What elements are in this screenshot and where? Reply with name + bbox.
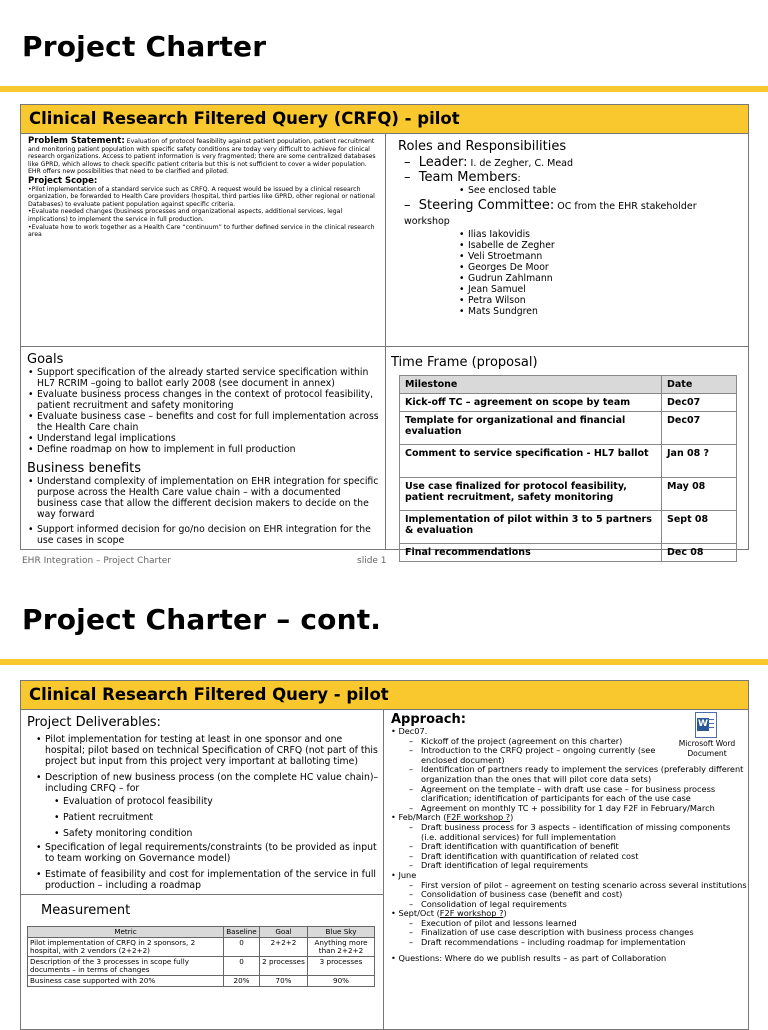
block-head-tail: ) — [510, 812, 514, 823]
goals-title: Goals — [27, 352, 64, 367]
approach-item: – Finalization of use case description with business process changes — [407, 928, 747, 938]
member: • Jean Samuel — [458, 284, 743, 295]
charter-header: Clinical Research Filtered Query - pilot — [21, 681, 748, 710]
date-cell: Sept 08 — [662, 511, 737, 544]
slide-title: Project Charter — [22, 30, 267, 63]
row-divider — [21, 894, 383, 895]
deliverables-title: Project Deliverables: — [27, 715, 161, 730]
sub-item: • Evaluation of protocol feasibility — [53, 794, 379, 810]
benefits-list — [27, 476, 381, 546]
word-document-icon[interactable] — [695, 712, 717, 738]
column-header: Date — [662, 376, 737, 394]
word-document-label[interactable]: Microsoft Word Document — [678, 739, 736, 758]
member: • Mats Sundgren — [458, 306, 743, 317]
workshop-link[interactable]: F2F workshop ? — [439, 908, 504, 919]
member: • Petra Wilson — [458, 295, 743, 306]
approach-sublist — [391, 737, 671, 766]
approach-sublist — [391, 919, 747, 948]
block-head-text: Dec07. — [398, 726, 428, 736]
approach-question: • Questions: Where do we publish results – as part of Collaboration — [391, 952, 667, 963]
approach-item: – Draft recommendations – including roadmap for implementation — [407, 938, 747, 948]
approach-block-head: • Sept/Oct (F2F workshop ?) — [391, 908, 507, 919]
approach-cell — [391, 712, 747, 1030]
scope-line: •Evaluate needed changes (business processes and organizational aspects, additional services, legal implications) to implement the service in full production. — [28, 208, 343, 223]
scope-label: Project Scope: — [28, 175, 98, 186]
table-row — [28, 957, 375, 976]
table-row — [400, 412, 737, 445]
goal-item: • Support specification of the already started service specification within HL7 RCRIM –going to ballot early 2008 (see document in annex) — [27, 367, 381, 389]
date-cell: Dec07 — [662, 394, 737, 412]
timeframe-title: Time Frame (proposal) — [391, 355, 538, 370]
approach-item: – Draft identification with quantification of related cost — [407, 852, 747, 862]
approach-item: – Draft business process for 3 aspects – identification of missing components (i.e. additional services) for full implementation — [407, 823, 747, 842]
table-header-row — [28, 927, 375, 938]
roles-cell — [398, 139, 743, 344]
project-scope — [28, 175, 380, 239]
doc-line — [708, 719, 714, 720]
member: • Isabelle de Zegher — [458, 240, 743, 251]
title-rule — [0, 86, 768, 92]
charter-frame-2 — [20, 680, 749, 1030]
title-rule — [0, 659, 768, 665]
bluesky-cell: Anything more than 2+2+2 — [308, 938, 375, 957]
column-divider — [385, 134, 386, 549]
column-header: Blue Sky — [308, 927, 375, 938]
approach-item: – Introduction to the CRFQ project – ongoing currently (see enclosed document) — [407, 746, 671, 765]
deliverable-item: • Pilot implementation for testing at least in one sponsor and one hospital; pilot based on technical Specification of CRFQ (not part of this project but input from this project very important at balloting time) — [35, 734, 379, 767]
block-head-tail: ) — [503, 908, 507, 919]
bluesky-cell: 90% — [308, 976, 375, 987]
table-row — [400, 478, 737, 511]
milestone-cell: Final recommendations — [400, 544, 662, 562]
approach-sublist — [391, 881, 747, 910]
sub-item: • Safety monitoring condition — [53, 826, 379, 842]
footer-left: EHR Integration – Project Charter — [22, 556, 172, 566]
milestone-cell: Comment to service specification - HL7 ballot — [400, 445, 662, 478]
table-row — [400, 445, 737, 478]
team-list — [398, 185, 743, 196]
goal-item: • Evaluate business process changes in the context of protocol feasibility, patient recruitment and safety monitoring — [27, 389, 381, 411]
milestone-cell: Implementation of pilot within 3 to 5 partners & evaluation — [400, 511, 662, 544]
team-label: Team Members — [418, 170, 518, 185]
leader-row: – Leader: I. de Zegher, C. Mead — [404, 155, 574, 170]
column-header: Metric — [28, 927, 224, 938]
steering-value: OC from the EHR stakeholder workshop — [404, 201, 697, 227]
charter-header: Clinical Research Filtered Query (CRFQ) - pilot — [21, 105, 748, 134]
member: • Georges De Moor — [458, 262, 743, 273]
goal-cell: 70% — [260, 976, 308, 987]
bluesky-cell: 3 processes — [308, 957, 375, 976]
approach-block — [391, 813, 747, 871]
slide-2 — [0, 595, 768, 1024]
milestone-cell: Use case finalized for protocol feasibility, patient recruitment, safety monitoring — [400, 478, 662, 511]
approach-item: – Identification of partners ready to implement the services (preferably different organization than the ones that will pilot core data sets) — [407, 765, 747, 784]
column-divider — [383, 710, 384, 1030]
approach-sublist — [391, 823, 747, 871]
goal-cell: 2 processes — [260, 957, 308, 976]
benefits-title: Business benefits — [27, 461, 142, 476]
table-row — [28, 938, 375, 957]
metric-cell: Description of the 3 processes in scope fully documents – in terms of changes — [28, 957, 224, 976]
steering-row: – Steering Committee: OC from the EHR stakeholder workshop — [404, 198, 697, 227]
deliverables-cell — [27, 715, 379, 893]
sub-item: • Patient recruitment — [53, 810, 379, 826]
date-cell: Jan 08 ? — [662, 445, 737, 478]
baseline-cell: 0 — [224, 938, 260, 957]
problem-scope-cell — [28, 138, 380, 343]
problem-text: Evaluation of protocol feasibility against patient population, patient recruitment and monitoring patient population with specific safety conditions are today very difficult to achieve for clinical research organizations. Access to patient information is very fragmented; there are some centralized databases like GPRD, which allows to check specific patient criteria but this is not sufficient to cover a wider population. EHR offers new possibilities that need to be clarified and piloted. — [28, 138, 376, 176]
question-text: Questions: Where do we publish results – as part of Collaboration — [398, 952, 667, 963]
leader-label: Leader: — [418, 155, 468, 170]
problem-label: Problem Statement: — [28, 136, 125, 146]
baseline-cell: 20% — [224, 976, 260, 987]
charter-frame — [20, 104, 749, 558]
milestone-cell: Kick-off TC – agreement on scope by team — [400, 394, 662, 412]
block-head-text: Feb/March ( — [398, 812, 447, 823]
date-cell: Dec 08 — [662, 544, 737, 562]
approach-item: – Execution of pilot and lessons learned — [407, 919, 747, 929]
slide-title: Project Charter – cont. — [22, 603, 382, 636]
workshop-link[interactable]: F2F workshop ? — [446, 812, 511, 823]
milestone-cell: Template for organizational and financial evaluation — [400, 412, 662, 445]
goal-item: • Evaluate business case – benefits and cost for full implementation across the Health Care chain — [27, 411, 381, 433]
table-row — [400, 544, 737, 562]
problem-statement — [28, 138, 380, 176]
column-header: Milestone — [400, 376, 662, 394]
measurement-cell — [27, 903, 379, 1029]
measurement-table — [27, 926, 375, 987]
approach-item: – Kickoff of the project (agreement on this charter) — [407, 737, 671, 747]
doc-line — [708, 727, 714, 728]
roles-title: Roles and Responsibilities — [398, 139, 567, 154]
approach-block — [391, 909, 747, 947]
goals-cell — [27, 352, 381, 548]
deliverables-list-2 — [27, 842, 379, 891]
approach-item: – Agreement on the template – with draft use case – for business process clarification; identification of participants for each of the use case — [407, 785, 747, 804]
deliverable-item: • Specification of legal requirements/constraints (to be provided as input to team working on Governance model) — [35, 842, 379, 864]
block-head-text: June — [398, 869, 417, 880]
goal-item: • Understand legal implications — [27, 433, 381, 444]
deliverable-sublist — [27, 794, 379, 842]
approach-item: – Agreement on monthly TC + possibility for 1 day F2F in February/March — [407, 804, 747, 814]
approach-sublist — [391, 765, 747, 813]
deliverable-item: • Estimate of feasibility and cost for implementation of the service in full production – including a roadmap — [35, 869, 379, 891]
team-row: – Team Members: — [404, 170, 521, 185]
benefit-item: • Support informed decision for go/no decision on EHR integration for the use cases in scope — [27, 524, 381, 546]
block-head-text: Sept/Oct ( — [398, 908, 440, 919]
approach-block-head: • Dec07. — [391, 726, 428, 736]
approach-block — [391, 871, 747, 909]
column-header: Baseline — [224, 927, 260, 938]
deliverable-item: • Description of new business process (on the complete HC value chain)– including CRFQ – for — [35, 772, 379, 794]
table-header-row — [400, 376, 737, 394]
goals-list — [27, 367, 381, 455]
baseline-cell: 0 — [224, 957, 260, 976]
metric-cell: Pilot implementation of CRFQ in 2 sponsors, 2 hospital, with 2 vendors (2+2+2) — [28, 938, 224, 957]
steering-members — [398, 229, 743, 317]
approach-item: – Consolidation of business case (benefit and cost) — [407, 890, 747, 900]
date-cell: Dec07 — [662, 412, 737, 445]
approach-item: – Draft identification with quantification of benefit — [407, 842, 747, 852]
milestone-table — [399, 375, 737, 562]
deliverables-list — [27, 734, 379, 794]
timeframe-cell — [391, 355, 747, 558]
approach-item: – Consolidation of legal requirements — [407, 900, 747, 910]
leader-value: I. de Zegher, C. Mead — [467, 158, 574, 169]
approach-list — [391, 727, 747, 963]
member: • Ilias Iakovidis — [458, 229, 743, 240]
approach-block-head: • Feb/March (F2F workshop ?) — [391, 812, 514, 823]
table-row — [400, 394, 737, 412]
table-row — [28, 976, 375, 987]
goal-item: • Define roadmap on how to implement in full production — [27, 444, 381, 455]
date-cell: May 08 — [662, 478, 737, 511]
column-header: Goal — [260, 927, 308, 938]
goal-cell: 2+2+2 — [260, 938, 308, 957]
approach-title: Approach: — [391, 712, 466, 727]
metric-cell: Business case supported with 20% — [28, 976, 224, 987]
scope-line: •Pilot implementation of a standard service such as CRFQ. A request would be issued by a clinical research organization, be forwarded to Health Care providers (hospital, third parties like GPRD, other regional or national Databases) to evaluate patient population against specific criteria. — [28, 185, 375, 208]
scope-line: •Evaluate how to work together as a Health Care “continuum” to further defined service in the clinical research area — [28, 223, 375, 239]
member: • Veli Stroetmann — [458, 251, 743, 262]
benefit-item: • Understand complexity of implementation on EHR integration for specific purpose across the Health Care value chain – with a documented business case that allow the different decision makers to decide on the way forward — [27, 476, 381, 520]
steering-label: Steering Committee: — [418, 198, 555, 213]
approach-block-head: • June — [391, 869, 417, 880]
team-suffix: : — [517, 173, 521, 184]
table-row — [400, 511, 737, 544]
footer-right: slide 1 — [357, 556, 387, 566]
approach-item: – First version of pilot – agreement on testing scenario across several institutions — [407, 881, 747, 891]
row-divider — [21, 346, 748, 347]
word-letter: W — [698, 719, 708, 729]
team-item: • See enclosed table — [458, 185, 743, 196]
approach-item: – Draft identification of legal requirements — [407, 861, 747, 871]
doc-line — [708, 723, 714, 724]
member: • Gudrun Zahlmann — [458, 273, 743, 284]
measurement-title: Measurement — [41, 903, 131, 918]
